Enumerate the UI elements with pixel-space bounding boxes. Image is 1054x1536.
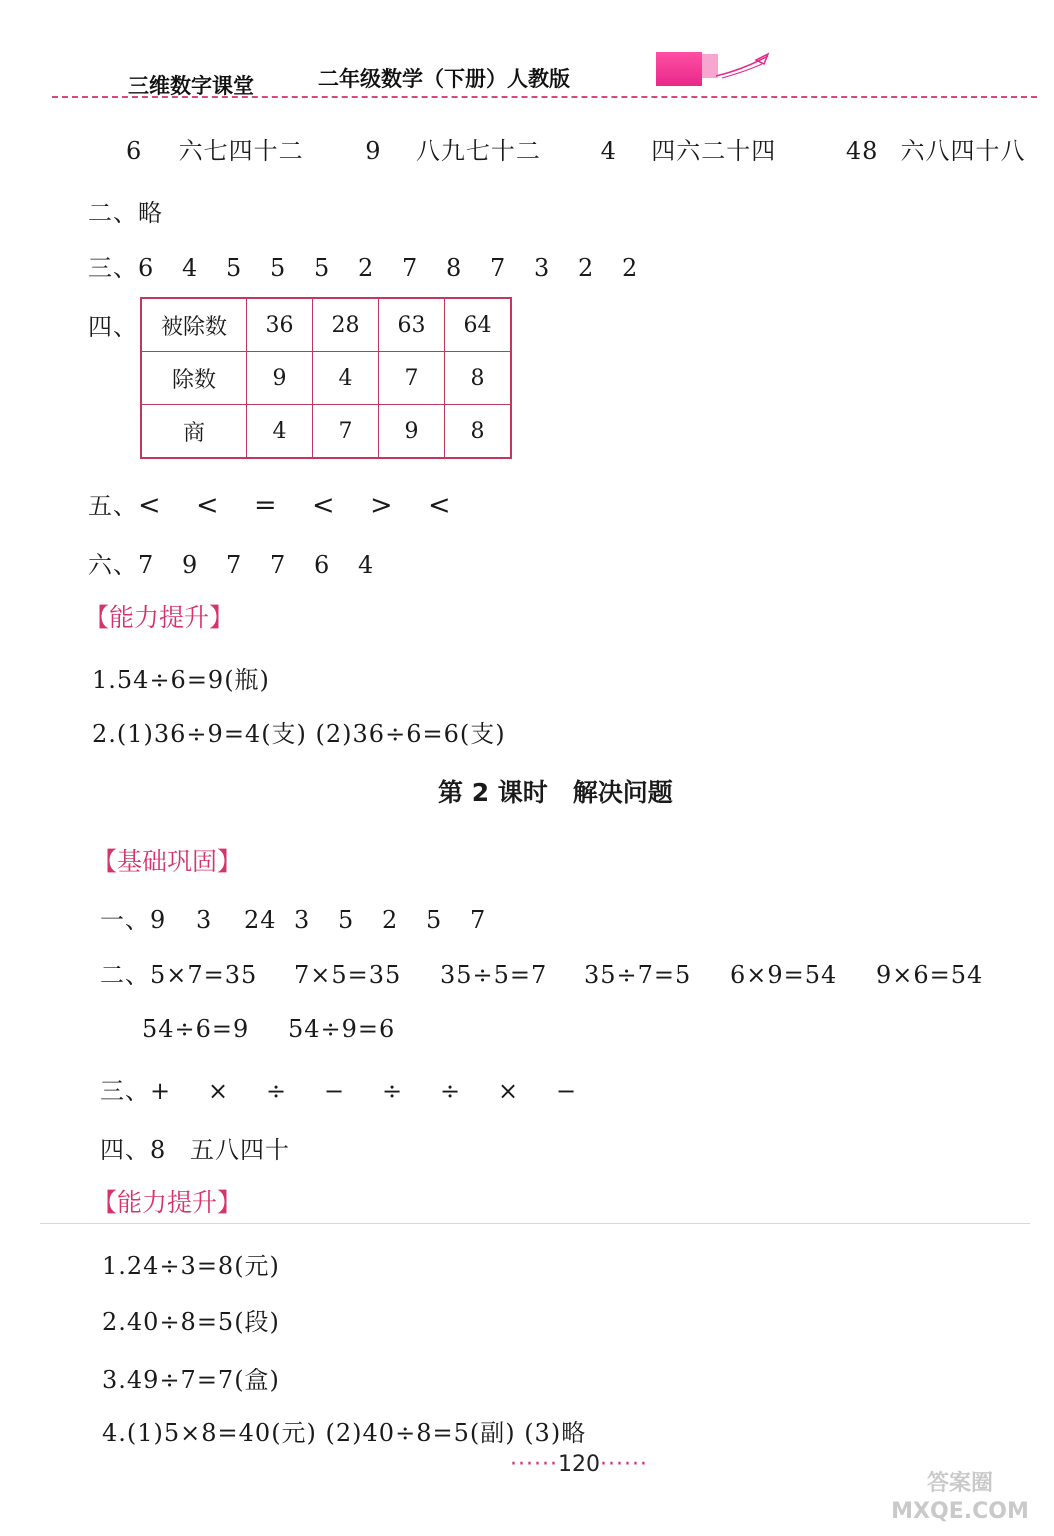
table-cell: 9 [247,352,313,405]
section-ability-label: 【能力提升】 [84,603,235,632]
header-book-title: 二年级数学（下册）人教版 [318,67,570,91]
answer-q4-label: 四、 [88,313,138,341]
comparison-symbol: < [196,490,220,521]
answer-value: 5 [426,906,443,934]
comparison-symbol: > [370,490,394,521]
answer-q6-values [138,551,402,579]
lesson2-ability-item-1: 1.24÷3=8(元) [102,1252,280,1280]
operator-symbol: − [556,1077,578,1105]
section-ability-label-2: 【能力提升】 [92,1188,243,1217]
equation: 54÷9=6 [288,1015,396,1043]
lesson2-q3-values [150,1077,614,1105]
comparison-symbol: < [138,490,162,521]
operator-symbol: ÷ [440,1077,462,1105]
table-cell: 28 [313,298,379,352]
lesson-title: 第 2 课时 解决问题 [438,778,673,807]
answer-value: 3 [534,254,551,282]
operator-symbol: − [324,1077,346,1105]
operator-symbol: + [150,1077,172,1105]
answer-value: 7 [270,551,287,579]
table-cell: 7 [313,405,379,459]
lesson2-q4: 四、8 五八四十 [100,1130,310,1165]
answer-value: 5 [226,254,243,282]
rocket-icon [712,50,772,82]
table-row-header: 商 [141,405,247,459]
watermark-logo: 答案圈 MXQE.COM [891,1471,1029,1524]
operator-symbol: ÷ [382,1077,404,1105]
lesson2-q2-line2 [142,1015,434,1043]
answer-value: 5 [314,254,331,282]
answer-value: 8 [446,254,463,282]
answer-value: 6 [314,551,331,579]
header-divider [52,96,1037,98]
table-cell: 8 [445,405,512,459]
table-row-header: 被除数 [141,298,247,352]
table-cell: 8 [445,352,512,405]
table-cell: 64 [445,298,512,352]
lesson2-q3: 三、+ × ÷ − ÷ ÷ × − [100,1071,614,1106]
operator-symbol: ÷ [266,1077,288,1105]
answer-q6: 六、7 9 7 7 6 4 [88,545,402,580]
equation: 9×6=54 [876,961,984,989]
equation: 7×5=35 [294,961,402,989]
lesson2-q2-line2-wrap [142,1015,434,1043]
answer-q3: 三、6 4 5 5 5 2 7 8 7 3 2 2 [88,248,666,283]
answer-value: 2 [578,254,595,282]
equation: 35÷5=7 [440,961,548,989]
table-row-header: 除数 [141,352,247,405]
lesson2-ability-item-4: 4.(1)5×8=40(元) (2)40÷8=5(副) (3)略 [102,1419,587,1447]
answer-q3-values [138,254,666,282]
answer-value: 7 [138,551,155,579]
answer-value: 2 [358,254,375,282]
lesson2-q1-values [150,906,514,934]
table-cell: 4 [313,352,379,405]
answer-value: 9 [182,551,199,579]
answer-value: 24 [244,906,277,934]
comparison-symbol: < [428,490,452,521]
comparison-symbol: = [254,490,278,521]
operator-symbol: × [498,1077,520,1105]
comparison-symbol: < [312,490,336,521]
table-cell: 7 [379,352,445,405]
table-cell: 4 [247,405,313,459]
table-cell: 63 [379,298,445,352]
answer-q5-values [138,490,486,521]
answer-q5: 五、< < = < > < [88,486,486,521]
lesson2-q2: 二、5×7=35 7×5=35 35÷5=7 35÷7=5 6×9=54 9×6=54 [100,955,996,990]
answer-value: 7 [490,254,507,282]
table-row [141,405,511,459]
equation: 54÷6=9 [142,1015,250,1043]
table-cell: 9 [379,405,445,459]
answer-value: 7 [470,906,487,934]
lesson2-q2-line1 [150,961,996,989]
answer-value: 5 [270,254,287,282]
operator-symbol: × [208,1077,230,1105]
table-row [141,298,511,352]
section-divider [40,1223,1030,1224]
section-basic-label: 【基础巩固】 [92,847,243,876]
header-decoration-block [656,52,702,86]
answer-value: 4 [358,551,375,579]
answer-value: 7 [226,551,243,579]
equation: 35÷7=5 [584,961,692,989]
answer-value: 2 [622,254,639,282]
lesson2-ability-item-3: 3.49÷7=7(盒) [102,1366,280,1394]
answer-line-multiplication: 6 六七四十二 9 八九七十二 4 四六二十四 48 六八四十八 [126,137,1026,165]
equation: 6×9=54 [730,961,838,989]
answer-q2: 二、略 [88,199,163,227]
answer-value: 9 [150,906,167,934]
answer-value: 五八四十 [190,1136,290,1164]
lesson2-ability-item-2: 2.40÷8=5(段) [102,1308,280,1336]
table-row [141,352,511,405]
page-number: ······120······ [510,1452,648,1477]
answer-value: 4 [182,254,199,282]
answer-value: 3 [294,906,311,934]
answer-value: 2 [382,906,399,934]
equation: 5×7=35 [150,961,258,989]
answer-value: 7 [402,254,419,282]
answer-value: 6 [138,254,155,282]
answer-value: 3 [196,906,213,934]
answer-value: 8 [150,1136,167,1164]
lesson2-q1: 一、9 3 24 3 5 2 5 7 [100,900,514,935]
lesson2-q4-values [150,1130,310,1165]
ability-item-1: 1.54÷6=9(瓶) [92,666,270,694]
table-cell: 36 [247,298,313,352]
ability-item-2: 2.(1)36÷9=4(支) (2)36÷6=6(支) [92,720,506,748]
answer-value: 5 [338,906,355,934]
division-table [140,297,512,459]
header-series-title: 三维数字课堂 [128,74,254,98]
